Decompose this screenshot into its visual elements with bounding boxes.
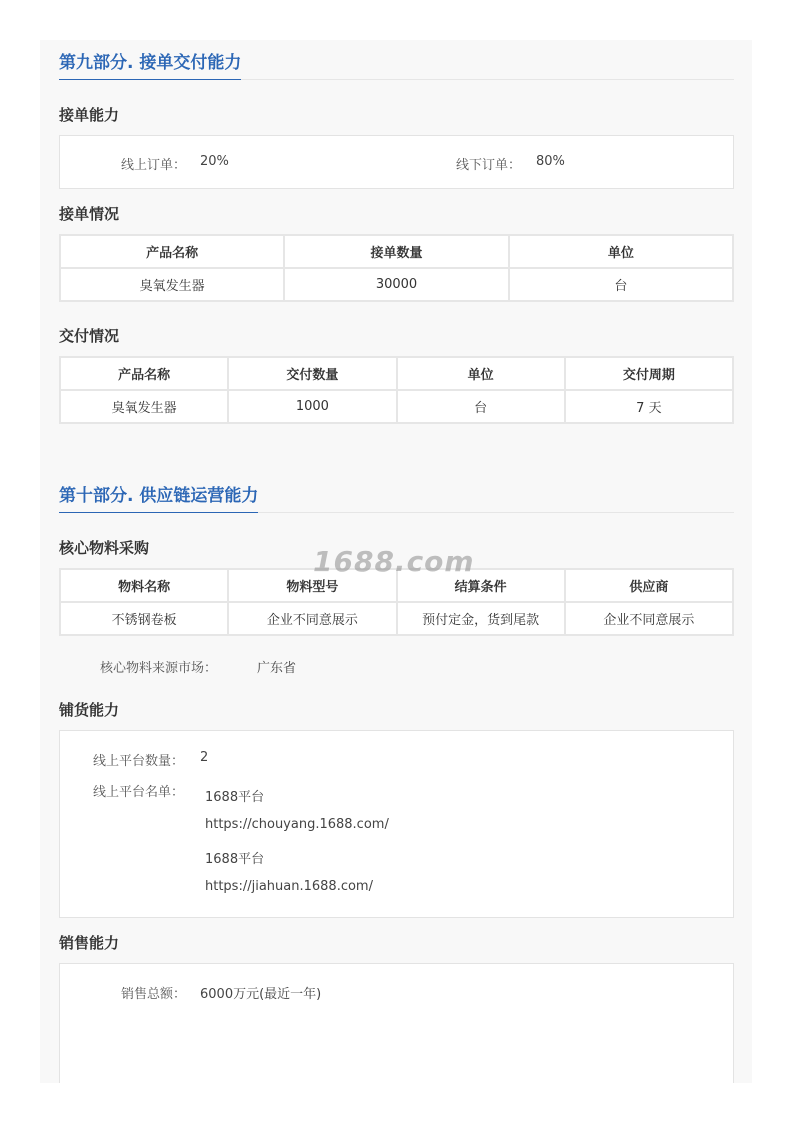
platform-count-value: 2: [200, 750, 209, 765]
platform-list-item: 1688平台: [205, 852, 265, 867]
part9-title: 第九部分. 接单交付能力: [59, 48, 241, 80]
platform-list-item: 1688平台: [205, 790, 265, 805]
watermark-1688: 1688.com: [313, 545, 475, 578]
order-status-title: 接单情况: [59, 205, 120, 223]
part10-header: [59, 473, 734, 513]
table-cell: 1000: [228, 390, 396, 423]
part10-title: 第十部分. 供应链运营能力: [59, 481, 258, 513]
delivery-status-title: 交付情况: [59, 327, 120, 345]
table-header-row: [60, 357, 733, 390]
sales-total-value: 6000万元(最近一年): [200, 987, 322, 1002]
table-header-cell: 单位: [397, 357, 565, 390]
core-material-title: 核心物料采购: [59, 539, 150, 557]
sales-title: 销售能力: [59, 934, 120, 952]
offline-order-value: 80%: [536, 154, 565, 169]
table-cell: 30000: [284, 268, 508, 301]
order-capacity-title: 接单能力: [59, 106, 120, 124]
sales-box: [59, 963, 734, 1083]
distribution-box: [59, 730, 734, 918]
table-header-cell: 交付数量: [228, 357, 396, 390]
table-row: [60, 602, 733, 635]
delivery-status-table: [59, 356, 734, 424]
table-header-cell: 结算条件: [397, 569, 565, 602]
part9-header: [59, 40, 734, 80]
table-header-row: [60, 235, 733, 268]
sales-total-label: 销售总额：: [121, 987, 187, 1002]
order-capacity-box: [59, 135, 734, 189]
table-cell: 预付定金，货到尾款: [397, 602, 565, 635]
table-header-cell: 接单数量: [284, 235, 508, 268]
table-cell: 企业不同意展示: [565, 602, 733, 635]
platform-count-label: 线上平台数量：: [93, 754, 185, 769]
table-cell: 企业不同意展示: [228, 602, 396, 635]
online-order-value: 20%: [200, 154, 229, 169]
platform-list-item: https://chouyang.1688.com/: [205, 817, 389, 832]
table-row: [60, 390, 733, 423]
offline-order-label: 线下订单：: [456, 158, 522, 173]
table-header-cell: 产品名称: [60, 235, 284, 268]
platform-list-label: 线上平台名单：: [93, 785, 185, 800]
platform-list-item: https://jiahuan.1688.com/: [205, 879, 373, 894]
table-cell: 7 天: [565, 390, 733, 423]
table-cell: 台: [397, 390, 565, 423]
distribution-title: 铺货能力: [59, 701, 120, 719]
table-cell: 臭氧发生器: [60, 390, 228, 423]
table-cell: 臭氧发生器: [60, 268, 284, 301]
table-header-cell: 物料名称: [60, 569, 228, 602]
table-cell: 不锈钢卷板: [60, 602, 228, 635]
table-row: [60, 268, 733, 301]
table-header-cell: 单位: [509, 235, 733, 268]
order-status-table: [59, 234, 734, 302]
online-order-label: 线上订单：: [121, 158, 187, 173]
table-header-cell: 交付周期: [565, 357, 733, 390]
table-cell: 台: [509, 268, 733, 301]
core-material-table: [59, 568, 734, 636]
material-source-label: 核心物料来源市场：: [100, 661, 218, 676]
table-header-cell: 供应商: [565, 569, 733, 602]
material-source-value: 广东省: [257, 661, 297, 676]
table-header-cell: 物料型号: [228, 569, 396, 602]
table-header-cell: 产品名称: [60, 357, 228, 390]
